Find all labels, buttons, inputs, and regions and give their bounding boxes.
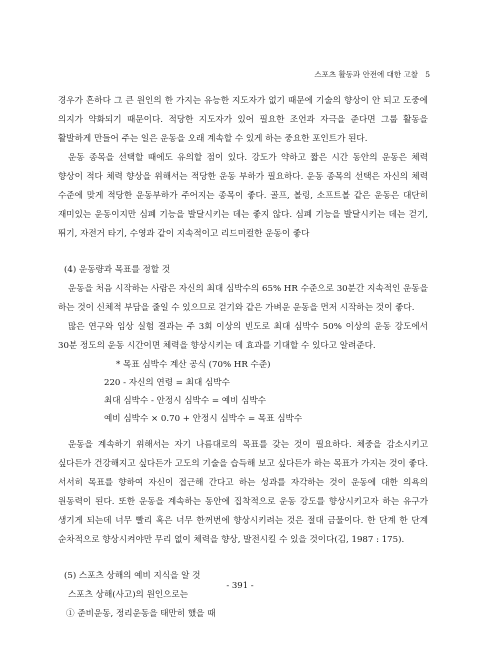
- paragraph-3: 운동을 처음 시작하는 사람은 자신의 최대 심박수의 65% HR 수준으로 30분간 지속적인 운동을 하는 것이 신체적 부담을 줄일 수 있으므로 걷기와 같은 가벼운 운동을 먼저 시작하는 것이 좋다.: [58, 284, 428, 313]
- running-title: 스포츠 활동과 안전에 대한 고찰: [314, 70, 419, 79]
- paragraph-1: 경우가 흔하다 그 큰 원인의 한 가지는 유능한 지도자가 없기 때문에 기술의 향상이 안 되고 도중에 의지가 약화되기 때문이다. 적당한 지도자가 있어 필요한 조언과 자극을 준다면 그룹 활동을 활발하게 만들어 주는 일은 운동을 오래 계속할 수 있게 하는 중요한 포인트가 된다.: [58, 96, 428, 144]
- paragraph-2: 운동 종목을 선택할 때에도 유의할 점이 있다. 강도가 약하고 짧은 시간 동안의 운동은 체력 향상이 적다 체력 향상을 위해서는 적당한 운동 부하가 필요하다. 운동 종목의 선택은 자신의 체력 수준에 맞게 적당한 운동부하가 주어지는 종목이 좋다. 골프, 볼링, 소프트볼 같은 운동은 대단히 재미있는 운동이지만 심폐 기능을 발달시키는 데는 좋지 않다. 심폐 기능을 발달시키는 데는 걷기, 뛰기, 자전거 타기, 수영과 같이 지속적이고 리드미컬한 운동이 좋다: [58, 153, 428, 239]
- header-page-number: 5: [425, 70, 430, 79]
- running-header: [314, 69, 430, 80]
- paragraph-5: 운동을 계속하기 위해서는 자기 나름대로의 목표를 갖는 것이 필요하다. 체중을 감소시키고 싶다든가 건강해지고 싶다든가 고도의 기술을 습득해 보고 싶다든가 하는 목표가 가지는 것이 좋다. 서서히 목표를 향하여 자신이 접근해 간다고 하는 성과를 자각하는 것이 운동에 대한 의욕의 원동력이 된다. 또한 운동을 계속하는 동안에 집착적으로 운동 강도를 향상시키고자 하는 유구가 생기게 되는데 너무 빨리 혹은 너무 한꺼번에 향상시키려는 것은 절대 금물이다. 한 단계 한 단계 순차적으로 향상시켜야만 무리 없이 체력을 향상, 발전시킬 수 있을 것이다(김, 1987 : 175).: [58, 440, 428, 545]
- footer-page-number: - 391 -: [226, 581, 254, 591]
- section-5-heading: (5) 스포츠 상해의 예비 지식을 알 것: [64, 571, 201, 581]
- target-heart-rate-formula: [58, 356, 428, 428]
- formula-line-1: 220 - 자신의 연령 = 최대 심박수: [104, 378, 230, 388]
- formula-title: * 목표 심박수 계산 공식 (70% HR 수준): [116, 360, 271, 370]
- section-5-intro: 스포츠 상해(사고)의 원인으로는: [68, 590, 189, 600]
- paragraph-4: 많은 연구와 임상 실험 결과는 주 3회 이상의 빈도로 최대 심박수 50% 이상의 운동 강도에서 30분 정도의 운동 시간이면 체력을 향상시키는 데 효과를 기대할 수 있다고 알려준다.: [58, 322, 428, 351]
- section-5-item-1: ① 준비운동, 정리운동을 태만히 했을 때: [66, 609, 216, 619]
- formula-line-2: 최대 심박수 - 안정시 심박수 = 예비 심박수: [104, 396, 267, 406]
- formula-line-3: 예비 심박수 × 0.70 + 안정시 심박수 = 목표 심박수: [104, 414, 303, 424]
- body-text: [58, 92, 428, 624]
- section-4-heading: (4) 운동량과 목표를 정할 것: [64, 265, 171, 275]
